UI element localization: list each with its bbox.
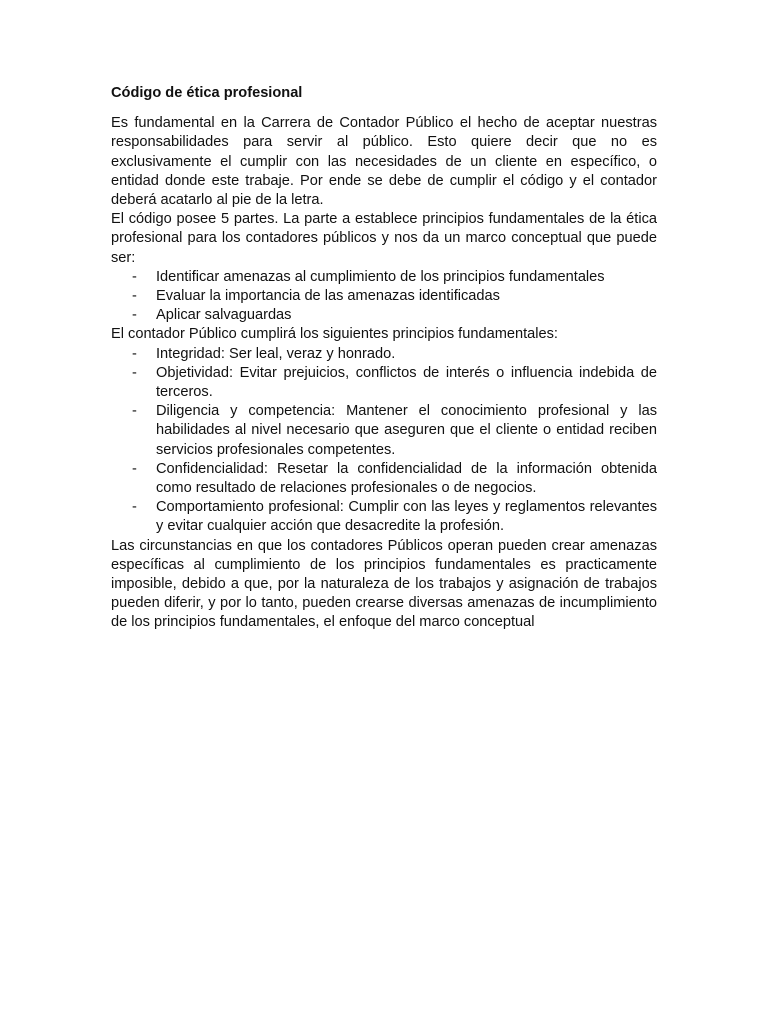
bullet-dash: - — [132, 268, 137, 285]
list-item-text: Identificar amenazas al cumplimiento de los principios fundamentales — [156, 268, 605, 285]
bullet-dash: - — [132, 364, 137, 381]
closing-paragraph: Las circunstancias en que los contadores Públicos operan pueden crear amenazas específicas al cumplimiento de los principios fundamentales es practicamente imposible, debido a que, por la naturaleza de los trabajos y asignación de trabajos pueden diferir, y por lo tanto, pueden crearse diversas amenazas de incumplimiento de los principios fundamentales, el enfoque del marco conceptual — [111, 537, 657, 631]
list-item — [111, 460, 657, 498]
framework-list — [111, 268, 657, 326]
document-title: Código de ética profesional — [111, 85, 303, 101]
list-item — [111, 345, 657, 364]
principles-intro-paragraph: El contador Público cumplirá los siguientes principios fundamentales: — [111, 326, 558, 343]
bullet-dash: - — [132, 345, 137, 362]
document-page — [111, 84, 657, 633]
list-item-text: Evaluar la importancia de las amenazas identificadas — [156, 288, 500, 305]
bullet-dash: - — [132, 288, 137, 305]
list-item-text: Diligencia y competencia: Mantener el conocimiento profesional y las habilidades al nivel necesario que aseguren que el cliente o entidad reciben servicios profesionales competentes. — [156, 403, 657, 458]
list-item — [111, 287, 657, 306]
list-item — [111, 306, 657, 325]
list-item-text: Integridad: Ser leal, veraz y honrado. — [156, 345, 396, 362]
list-item — [111, 498, 657, 536]
list-item-text: Aplicar salvaguardas — [156, 307, 292, 324]
list-item — [111, 402, 657, 460]
list-item-text: Confidencialidad: Resetar la confidencialidad de la información obtenida como resultado de relaciones profesionales o de negocios. — [156, 460, 657, 497]
intro-paragraph: Es fundamental en la Carrera de Contador Público el hecho de aceptar nuestras responsabilidades para servir al público. Esto quiere decir que no es exclusivamente el cumplir con las necesidades de un cliente en específico, o entidad donde este trabaje. Por ende se debe de cumplir el código y el contador deberá acatarlo al pie de la letra. — [111, 115, 657, 209]
list-item — [111, 364, 657, 402]
principles-list — [111, 345, 657, 537]
parts-paragraph: El código posee 5 partes. La parte a establece principios fundamentales de la ética profesional para los contadores públicos y nos da un marco conceptual que puede ser: — [111, 211, 657, 266]
bullet-dash: - — [132, 403, 137, 420]
list-item-text: Comportamiento profesional: Cumplir con las leyes y reglamentos relevantes y evitar cualquier acción que desacredite la profesión. — [156, 499, 657, 535]
bullet-dash: - — [132, 499, 137, 516]
bullet-dash: - — [132, 307, 137, 324]
list-item — [111, 268, 657, 287]
bullet-dash: - — [132, 460, 137, 477]
list-item-text: Objetividad: Evitar prejuicios, conflictos de interés o influencia indebida de terceros. — [156, 364, 657, 401]
